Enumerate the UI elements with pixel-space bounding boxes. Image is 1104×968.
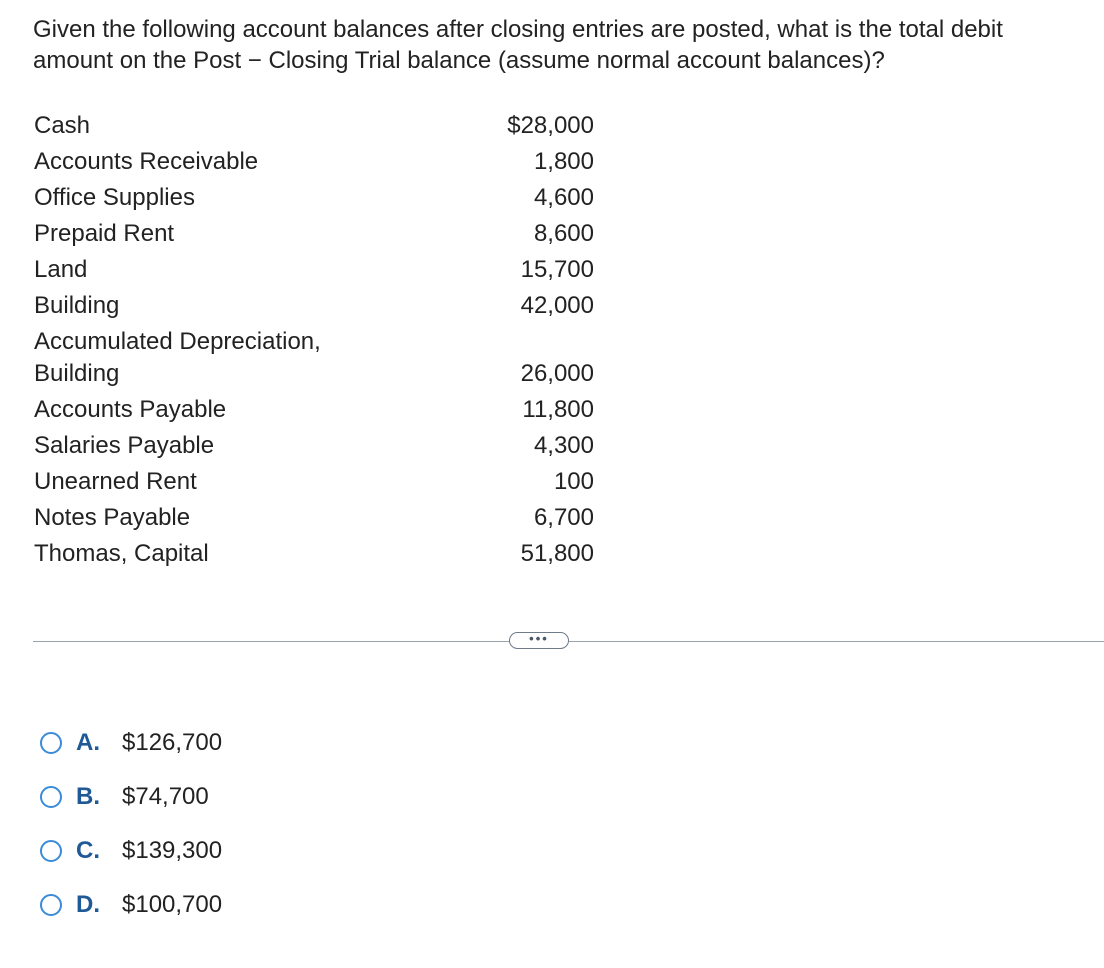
account-row <box>34 106 604 142</box>
option-text: $74,700 <box>122 783 209 810</box>
question-line-2: amount on the Post − Closing Trial balance (assume normal account balances)? <box>33 47 885 74</box>
account-row <box>34 178 604 214</box>
account-row <box>34 498 604 534</box>
account-row <box>34 390 604 426</box>
account-row <box>34 250 604 286</box>
option-c[interactable] <box>40 824 222 878</box>
question-line-1: Given the following account balances after closing entries are posted, what is the total debit <box>33 16 1003 43</box>
account-row <box>34 142 604 178</box>
option-d[interactable] <box>40 878 222 932</box>
account-name: Prepaid Rent <box>34 220 175 247</box>
account-value: 100 <box>553 468 594 495</box>
account-name: Salaries Payable <box>34 432 215 459</box>
option-letter: C. <box>76 837 100 864</box>
account-row <box>34 462 604 498</box>
account-name: Cash <box>34 112 91 139</box>
account-value: 42,000 <box>520 292 594 319</box>
question-text <box>33 14 1093 76</box>
radio-button-icon[interactable] <box>40 732 62 754</box>
account-value: 6,700 <box>533 504 594 531</box>
radio-button-icon[interactable] <box>40 840 62 862</box>
option-a[interactable] <box>40 716 222 770</box>
option-letter: D. <box>76 891 100 918</box>
radio-button-icon[interactable] <box>40 894 62 916</box>
account-value: 15,700 <box>520 256 594 283</box>
account-value: 4,300 <box>533 432 594 459</box>
option-text: $100,700 <box>122 891 223 918</box>
account-value: 4,600 <box>533 184 594 211</box>
account-value: 11,800 <box>522 396 594 423</box>
more-options-button[interactable] <box>509 632 569 649</box>
account-value: 26,000 <box>520 360 594 387</box>
account-value: $28,000 <box>507 112 594 139</box>
account-name: Land <box>34 256 88 283</box>
account-row <box>34 426 604 462</box>
account-balances-table <box>34 106 604 570</box>
account-name: Thomas, Capital <box>34 540 209 567</box>
answer-options <box>40 716 222 932</box>
account-name: Building <box>34 292 120 319</box>
option-letter: A. <box>76 729 100 756</box>
account-value: 1,800 <box>533 148 594 175</box>
account-row <box>34 286 604 322</box>
ellipsis-icon: ••• <box>529 631 549 646</box>
account-name: Accounts Receivable <box>34 148 259 175</box>
account-name: Unearned Rent <box>34 468 197 495</box>
option-b[interactable] <box>40 770 222 824</box>
option-text: $126,700 <box>122 729 223 756</box>
account-name: Accounts Payable <box>34 396 227 423</box>
account-value: 51,800 <box>520 540 594 567</box>
account-name-line-1: Accumulated Depreciation, <box>34 328 321 355</box>
option-text: $139,300 <box>122 837 223 864</box>
account-row <box>34 534 604 570</box>
account-row <box>34 214 604 250</box>
option-letter: B. <box>76 783 100 810</box>
account-row <box>34 322 604 390</box>
account-name: Notes Payable <box>34 504 191 531</box>
account-name: Office Supplies <box>34 184 195 211</box>
account-value: 8,600 <box>533 220 594 247</box>
radio-button-icon[interactable] <box>40 786 62 808</box>
account-name-line-2: Building <box>34 360 120 387</box>
account-name <box>34 326 364 390</box>
